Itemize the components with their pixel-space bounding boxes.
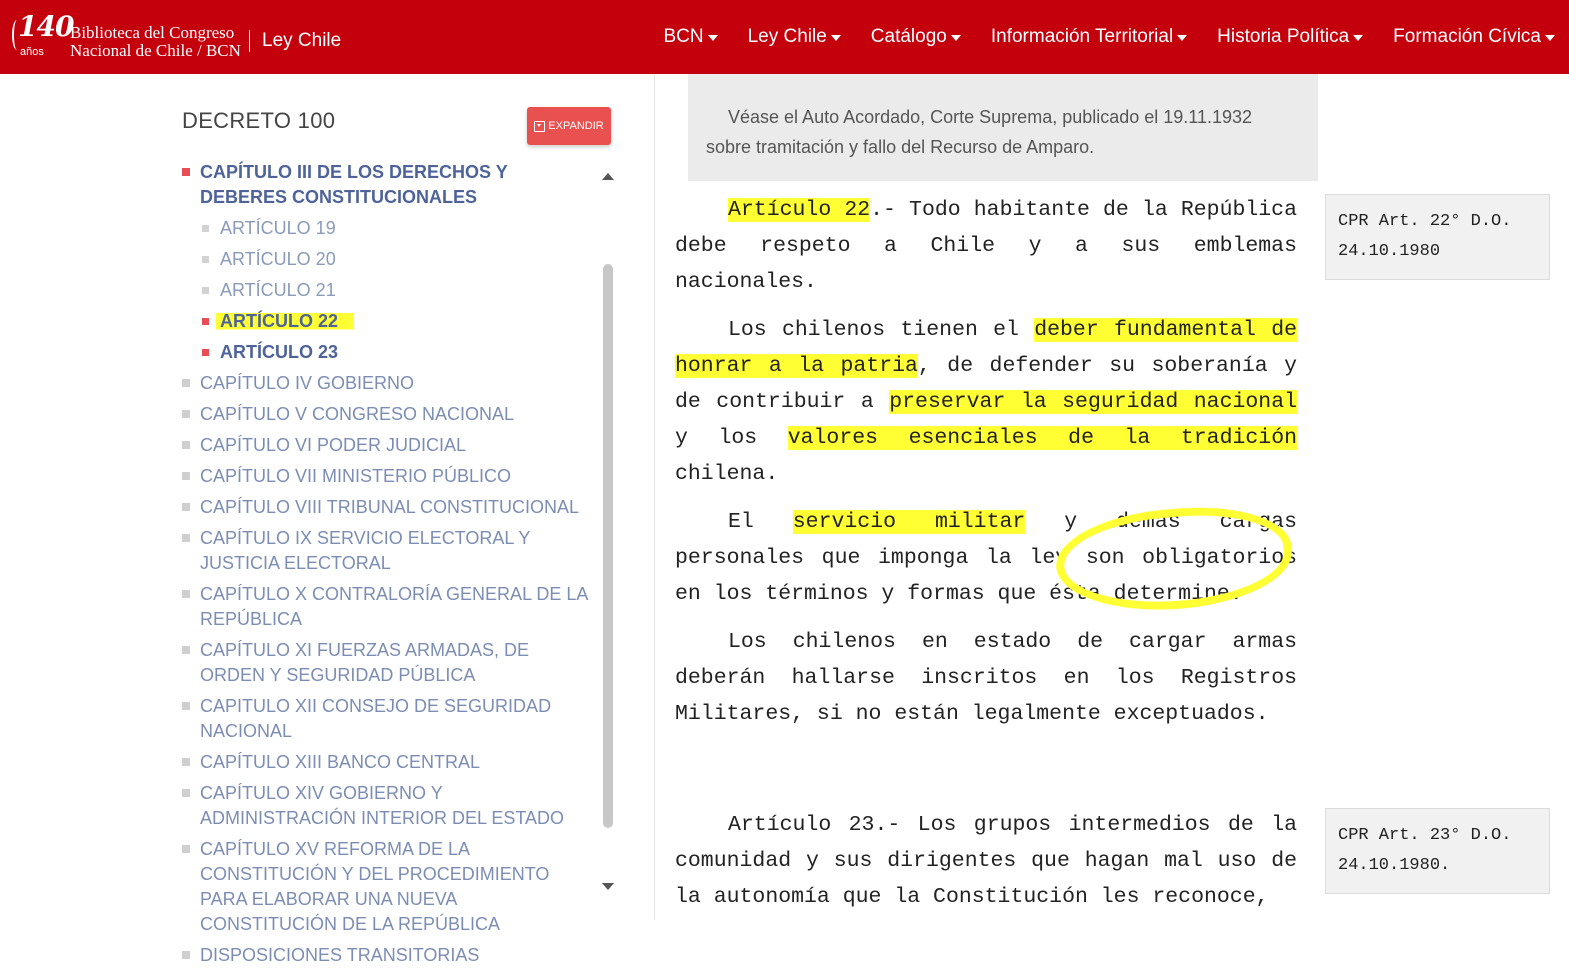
highlight: valores esenciales de la tradición xyxy=(787,426,1297,450)
caret-down-icon xyxy=(708,35,718,41)
expand-icon xyxy=(534,121,545,132)
site-name-link[interactable]: Ley Chile xyxy=(262,30,342,51)
nav-catalogo[interactable] xyxy=(841,26,961,48)
header-divider xyxy=(249,30,250,52)
caret-down-icon xyxy=(831,35,841,41)
toc-chapter-xiii[interactable] xyxy=(182,750,597,775)
toc-chapter-viii[interactable] xyxy=(182,495,597,520)
toc-article-21[interactable] xyxy=(182,278,597,303)
toc-chapter-xv[interactable] xyxy=(182,837,597,937)
bullet-icon xyxy=(182,590,190,598)
toc-chapter-xii[interactable] xyxy=(182,694,597,744)
caret-down-icon xyxy=(1545,35,1555,41)
toc-label: DISPOSICIONES TRANSITORIAS xyxy=(200,945,480,965)
nav-bcn[interactable] xyxy=(633,26,717,48)
toc-chapter-vi[interactable] xyxy=(182,433,597,458)
bullet-icon xyxy=(182,534,190,542)
toc-chapter-x[interactable] xyxy=(182,582,597,632)
nav-label: BCN xyxy=(663,26,704,47)
note-box: Véase el Auto Acordado, Corte Suprema, publicado el 19.11.1932 sobre tramitación y fallo del Recurso de Amparo. xyxy=(688,74,1318,181)
toc-chapter-xi[interactable] xyxy=(182,638,597,688)
nav-ley-chile[interactable] xyxy=(718,26,841,48)
caret-down-icon xyxy=(1353,35,1363,41)
bullet-icon xyxy=(202,287,209,294)
toc-label: CAPÍTULO VIII TRIBUNAL CONSTITUCIONAL xyxy=(200,497,580,517)
nav-label: Historia Política xyxy=(1217,26,1350,47)
text: y los xyxy=(675,426,788,450)
bullet-icon xyxy=(182,410,190,418)
org-name-line2: Nacional de Chile / BCN xyxy=(70,41,241,60)
nav-label: Formación Cívica xyxy=(1393,26,1541,47)
highlight: deber fundamental de honrar a la patria xyxy=(675,318,1297,378)
bullet-icon xyxy=(182,472,190,480)
bullet-icon xyxy=(182,379,190,387)
toc-chapter-iii[interactable] xyxy=(182,160,597,210)
bullet-icon xyxy=(182,503,190,511)
toc-chapter-xiv[interactable] xyxy=(182,781,597,831)
toc-chapter-ix[interactable] xyxy=(182,526,597,576)
toc-transitory[interactable] xyxy=(182,943,597,968)
bullet-icon xyxy=(182,845,190,853)
expand-button[interactable] xyxy=(527,107,611,145)
toc-label: CAPÍTULO III DE LOS DERECHOS Y DEBERES CONSTITUCIONALES xyxy=(200,162,508,207)
toc-article-20[interactable] xyxy=(182,247,597,272)
toc-label: ARTÍCULO 19 xyxy=(220,218,336,238)
toc-list xyxy=(182,160,597,965)
bullet-icon xyxy=(182,758,190,766)
toc-article-19[interactable] xyxy=(182,216,597,241)
bullet-icon xyxy=(202,318,209,325)
text: , de defender su soberanía y de contribuir a xyxy=(675,354,1297,414)
toc-label: CAPÍTULO X CONTRALORÍA GENERAL DE LA REPÚBLICA xyxy=(200,584,588,629)
nav-label: Catálogo xyxy=(870,26,947,47)
bullet-icon xyxy=(182,789,190,797)
highlight: servicio militar xyxy=(792,510,1026,534)
bullet-icon xyxy=(182,646,190,654)
toc-chapter-iv[interactable] xyxy=(182,371,597,396)
scroll-down-arrow-icon[interactable] xyxy=(602,883,614,890)
toc-chapter-vii[interactable] xyxy=(182,464,597,489)
article-22-paragraph-1 xyxy=(675,192,1297,300)
scroll-up-arrow-icon[interactable] xyxy=(602,173,614,180)
text: El xyxy=(728,510,793,534)
article-22-reference: CPR Art. 22° D.O. 24.10.1980 xyxy=(1325,194,1550,280)
toc-article-23[interactable] xyxy=(182,340,597,365)
highlight: Artículo 22 xyxy=(728,198,871,222)
bcn-logo[interactable] xyxy=(12,8,74,62)
article-22-paragraph-2 xyxy=(675,312,1297,492)
main-nav xyxy=(633,26,1555,48)
bullet-icon xyxy=(202,349,209,356)
toc-chapter-v[interactable] xyxy=(182,402,597,427)
nav-label: Ley Chile xyxy=(747,26,827,47)
law-text-panel xyxy=(656,74,1569,920)
article-22 xyxy=(675,192,1297,744)
nav-label: Información Territorial xyxy=(990,26,1174,47)
toc-label: ARTÍCULO 22 xyxy=(216,311,354,331)
toc-label: ARTÍCULO 20 xyxy=(220,249,336,269)
toc-label: CAPÍTULO XV REFORMA DE LA CONSTITUCIÓN Y DEL PROCEDIMIENTO PARA ELABORAR UNA NUEVA CONSTITUCIÓN DE LA REPÚBLICA xyxy=(200,839,550,934)
article-23-paragraph-1: Artículo 23.- Los grupos intermedios de la comunidad y sus dirigentes que hagan mal uso de la autonomía que la Constitución les reconoce, xyxy=(675,813,1297,909)
toc-article-22[interactable] xyxy=(182,309,597,334)
bullet-icon xyxy=(182,951,190,959)
logo-number: 140 xyxy=(18,10,74,43)
bullet-icon xyxy=(182,441,190,449)
bullet-icon xyxy=(182,702,190,710)
text: chilena. xyxy=(675,462,779,486)
caret-down-icon xyxy=(951,35,961,41)
bullet-icon xyxy=(202,256,209,263)
article-23 xyxy=(675,807,1297,927)
logo-suffix: años xyxy=(20,46,44,58)
toc-label: ARTÍCULO 23 xyxy=(220,342,339,362)
toc-label: CAPÍTULO IX SERVICIO ELECTORAL Y JUSTICIA ELECTORAL xyxy=(200,528,531,573)
top-navbar xyxy=(0,0,1569,74)
toc-label: CAPÍTULO IV GOBIERNO xyxy=(200,373,415,393)
article-23-reference: CPR Art. 23° D.O. 24.10.1980. xyxy=(1325,808,1550,894)
article-22-paragraph-4 xyxy=(675,624,1297,732)
toc-scrollbar-thumb[interactable] xyxy=(603,264,613,828)
nav-formacion-civica[interactable] xyxy=(1363,26,1555,48)
toc-sidebar xyxy=(0,74,655,965)
org-name-line1: Biblioteca del Congreso xyxy=(70,23,235,42)
decree-title: DECRETO 100 xyxy=(182,108,336,133)
highlight: preservar la seguridad nacional xyxy=(889,390,1297,414)
expand-label: EXPANDIR xyxy=(548,120,604,132)
toc-label: CAPÍTULO XI FUERZAS ARMADAS, DE ORDEN Y SEGURIDAD PÚBLICA xyxy=(200,640,530,685)
bullet-icon xyxy=(182,168,190,176)
toc-label: ARTÍCULO 21 xyxy=(220,280,336,300)
caret-down-icon xyxy=(1177,35,1187,41)
toc-label: CAPÍTULO VII MINISTERIO PÚBLICO xyxy=(200,466,512,486)
toc-label: CAPÍTULO VI PODER JUDICIAL xyxy=(200,435,467,455)
toc-label: CAPÍTULO XIII BANCO CENTRAL xyxy=(200,752,481,772)
text: Los chilenos tienen el xyxy=(728,318,1035,342)
nav-informacion-territorial[interactable] xyxy=(961,26,1187,48)
toc-label: CAPITULO XII CONSEJO DE SEGURIDAD NACIONAL xyxy=(200,696,552,741)
text: Los chilenos en estado de cargar armas deberán hallarse inscritos en los Registros Militares, si no están legalmente exceptuados. xyxy=(675,630,1297,726)
toc-label: CAPÍTULO V CONGRESO NACIONAL xyxy=(200,404,515,424)
bullet-icon xyxy=(202,225,209,232)
toc-label: CAPÍTULO XIV GOBIERNO Y ADMINISTRACIÓN INTERIOR DEL ESTADO xyxy=(200,783,565,828)
org-name[interactable] xyxy=(70,24,241,60)
nav-historia-politica[interactable] xyxy=(1187,26,1363,48)
text: .- Todo habitante de la República debe respeto a Chile y a sus emblemas nacionales. xyxy=(675,198,1297,294)
text: y demás cargas personales que imponga la ley son obligatorios en los términos y formas que ésta determine. xyxy=(675,510,1297,606)
